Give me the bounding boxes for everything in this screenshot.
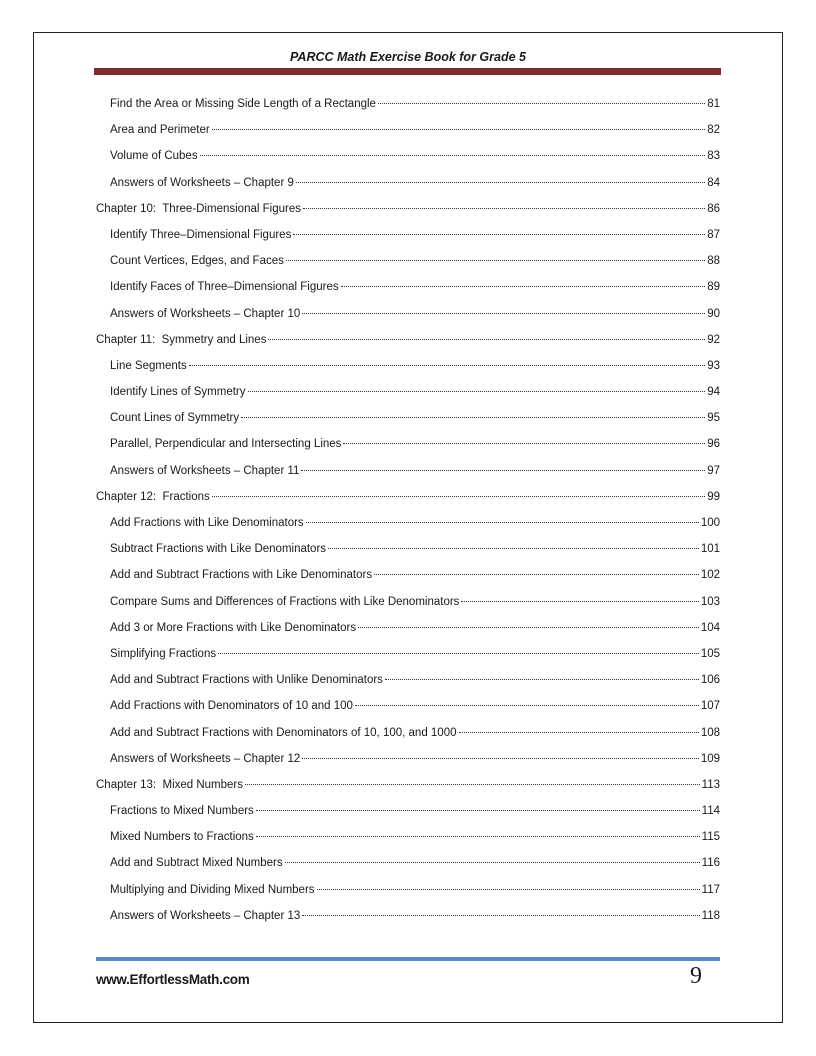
toc-section-entry[interactable] <box>96 248 720 274</box>
toc-section-entry[interactable] <box>96 379 720 405</box>
toc-section-entry[interactable] <box>96 222 720 248</box>
toc-dot-leader <box>385 678 699 680</box>
toc-section-entry[interactable] <box>96 746 720 772</box>
toc-dot-leader <box>301 469 705 471</box>
toc-section-entry[interactable] <box>96 301 720 327</box>
toc-entry-title: Add Fractions with Like Denominators <box>110 517 304 529</box>
toc-section-entry[interactable] <box>96 589 720 615</box>
toc-entry-title: Count Vertices, Edges, and Faces <box>110 255 284 268</box>
toc-entry-title: Add 3 or More Fractions with Like Denominators <box>110 621 357 634</box>
toc-chapter-entry[interactable] <box>96 327 720 353</box>
toc-entry-title: Parallel, Perpendicular and Intersecting Lines <box>110 438 342 451</box>
toc-section-entry[interactable] <box>96 143 720 169</box>
toc-entry-page: 88 <box>707 255 720 268</box>
toc-dot-leader <box>461 600 698 602</box>
toc-chapter-entry[interactable] <box>96 196 720 222</box>
toc-section-entry[interactable] <box>96 615 720 641</box>
toc-chapter-entry[interactable] <box>96 772 720 798</box>
toc-dot-leader <box>256 809 700 811</box>
toc-entry-page: 113 <box>701 778 720 791</box>
toc-dot-leader <box>286 259 705 261</box>
toc-entry-title: Subtract Fractions with Like Denominators <box>110 543 327 556</box>
toc-section-entry[interactable] <box>96 903 720 929</box>
toc-dot-leader <box>303 207 705 209</box>
toc-entry-page: 103 <box>700 595 720 608</box>
toc-entry-page: 87 <box>707 228 720 241</box>
toc-section-entry[interactable] <box>96 91 720 117</box>
toc-section-entry[interactable] <box>96 667 720 693</box>
toc-entry-page: 106 <box>700 674 720 687</box>
toc-chapter-entry[interactable] <box>96 484 720 510</box>
toc-dot-leader <box>459 731 699 733</box>
toc-entry-page: 100 <box>700 517 720 529</box>
toc-entry-title: Multiplying and Dividing Mixed Numbers <box>110 883 315 896</box>
toc-dot-leader <box>268 338 705 340</box>
toc-dot-leader <box>212 495 705 497</box>
toc-entry-title: Answers of Worksheets – Chapter 12 <box>110 752 301 765</box>
toc-entry-page: 82 <box>707 124 720 137</box>
toc-dot-leader <box>306 521 699 523</box>
toc-entry-page: 86 <box>707 202 720 215</box>
toc-entry-page: 101 <box>700 543 720 556</box>
toc-entry-page: 116 <box>701 857 720 870</box>
header-rule <box>94 68 721 75</box>
toc-section-entry[interactable] <box>96 562 720 588</box>
footer-page-number: 9 <box>690 963 702 989</box>
toc-dot-leader <box>302 312 705 314</box>
toc-entry-page: 84 <box>707 176 720 189</box>
toc-entry-title: Fractions to Mixed Numbers <box>110 805 254 818</box>
toc-entry-title: Mixed Numbers to Fractions <box>110 831 254 844</box>
toc-entry-page: 114 <box>701 805 720 818</box>
toc-entry-page: 81 <box>707 98 720 110</box>
toc-entry-title: Chapter 10: Three-Dimensional Figures <box>96 202 301 215</box>
toc-dot-leader <box>328 547 699 549</box>
toc-section-entry[interactable] <box>96 405 720 431</box>
toc-entry-title: Count Lines of Symmetry <box>110 412 240 425</box>
toc-entry-title: Add and Subtract Mixed Numbers <box>110 857 283 870</box>
toc-entry-title: Identify Lines of Symmetry <box>110 386 246 399</box>
toc-entry-page: 108 <box>700 726 720 739</box>
running-header-title: PARCC Math Exercise Book for Grade 5 <box>290 50 526 64</box>
toc-entry-page: 89 <box>707 281 720 294</box>
footer-rule <box>96 957 720 961</box>
toc-entry-page: 118 <box>701 909 720 922</box>
toc-dot-leader <box>358 626 699 628</box>
footer-website: www.EffortlessMath.com <box>96 972 250 987</box>
toc-entry-title: Answers of Worksheets – Chapter 10 <box>110 307 301 320</box>
toc-dot-leader <box>248 390 706 392</box>
toc-section-entry[interactable] <box>96 117 720 143</box>
toc-section-entry[interactable] <box>96 693 720 719</box>
toc-entry-page: 92 <box>707 333 720 346</box>
toc-section-entry[interactable] <box>96 353 720 379</box>
toc-entry-title: Area and Perimeter <box>110 124 210 137</box>
toc-entry-title: Add and Subtract Fractions with Denominators of 10, 100, and 1000 <box>110 726 457 739</box>
toc-entry-title: Chapter 11: Symmetry and Lines <box>96 333 267 346</box>
toc-entry-title: Identify Three–Dimensional Figures <box>110 228 292 241</box>
toc-dot-leader <box>218 652 699 654</box>
toc-dot-leader <box>341 285 706 287</box>
toc-dot-leader <box>241 416 705 418</box>
toc-section-entry[interactable] <box>96 641 720 667</box>
toc-dot-leader <box>302 757 699 759</box>
toc-entry-title: Simplifying Fractions <box>110 647 217 660</box>
toc-entry-page: 102 <box>700 569 720 582</box>
toc-dot-leader <box>212 128 705 130</box>
toc-entry-title: Volume of Cubes <box>110 150 198 163</box>
toc-entry-title: Find the Area or Missing Side Length of a Rectangle <box>110 98 376 110</box>
toc-section-entry[interactable] <box>96 431 720 457</box>
toc-entry-page: 90 <box>707 307 720 320</box>
toc-entry-page: 93 <box>707 359 720 372</box>
toc-section-entry[interactable] <box>96 877 720 903</box>
toc-dot-leader <box>317 888 700 890</box>
toc-dot-leader <box>293 233 705 235</box>
toc-section-entry[interactable] <box>96 458 720 484</box>
toc-entry-title: Line Segments <box>110 359 187 372</box>
toc-entry-page: 117 <box>701 883 720 896</box>
toc-entry-page: 96 <box>707 438 720 451</box>
toc-entry-page: 99 <box>707 490 720 503</box>
toc-entry-title: Answers of Worksheets – Chapter 9 <box>110 176 294 189</box>
toc-dot-leader <box>200 154 706 156</box>
toc-section-entry[interactable] <box>96 720 720 746</box>
toc-dot-leader <box>245 783 700 785</box>
toc-dot-leader <box>374 573 699 575</box>
toc-entry-title: Chapter 12: Fractions <box>96 490 210 503</box>
toc-entry-title: Chapter 13: Mixed Numbers <box>96 778 244 791</box>
toc-section-entry[interactable] <box>96 798 720 824</box>
toc-entry-title: Compare Sums and Differences of Fractions with Like Denominators <box>110 595 460 608</box>
toc-entry-page: 95 <box>707 412 720 425</box>
toc-entry-page: 109 <box>700 752 720 765</box>
toc-dot-leader <box>302 914 699 916</box>
toc-dot-leader <box>355 704 699 706</box>
toc-entry-page: 115 <box>701 831 720 844</box>
toc-dot-leader <box>256 835 700 837</box>
toc-entry-title: Identify Faces of Three–Dimensional Figures <box>110 281 339 294</box>
toc-entry-page: 104 <box>700 621 720 634</box>
toc-entry-page: 105 <box>700 647 720 660</box>
toc-dot-leader <box>189 364 705 366</box>
toc-section-entry[interactable] <box>96 824 720 850</box>
toc-entry-title: Add and Subtract Fractions with Like Denominators <box>110 569 373 582</box>
toc-entry-page: 94 <box>707 386 720 399</box>
table-of-contents <box>96 91 720 929</box>
toc-section-entry[interactable] <box>96 170 720 196</box>
toc-dot-leader <box>343 442 705 444</box>
toc-entry-page: 83 <box>707 150 720 163</box>
toc-section-entry[interactable] <box>96 850 720 876</box>
toc-entry-page: 97 <box>707 464 720 477</box>
toc-entry-title: Add Fractions with Denominators of 10 and 100 <box>110 700 353 713</box>
toc-dot-leader <box>378 102 705 104</box>
toc-entry-title: Add and Subtract Fractions with Unlike Denominators <box>110 674 383 687</box>
toc-section-entry[interactable] <box>96 536 720 562</box>
toc-dot-leader <box>296 181 705 183</box>
toc-section-entry[interactable] <box>96 274 720 300</box>
toc-entry-page: 107 <box>700 700 720 713</box>
toc-dot-leader <box>285 861 700 863</box>
toc-entry-title: Answers of Worksheets – Chapter 11 <box>110 464 300 477</box>
toc-entry-title: Answers of Worksheets – Chapter 13 <box>110 909 301 922</box>
toc-section-entry[interactable] <box>96 510 720 536</box>
